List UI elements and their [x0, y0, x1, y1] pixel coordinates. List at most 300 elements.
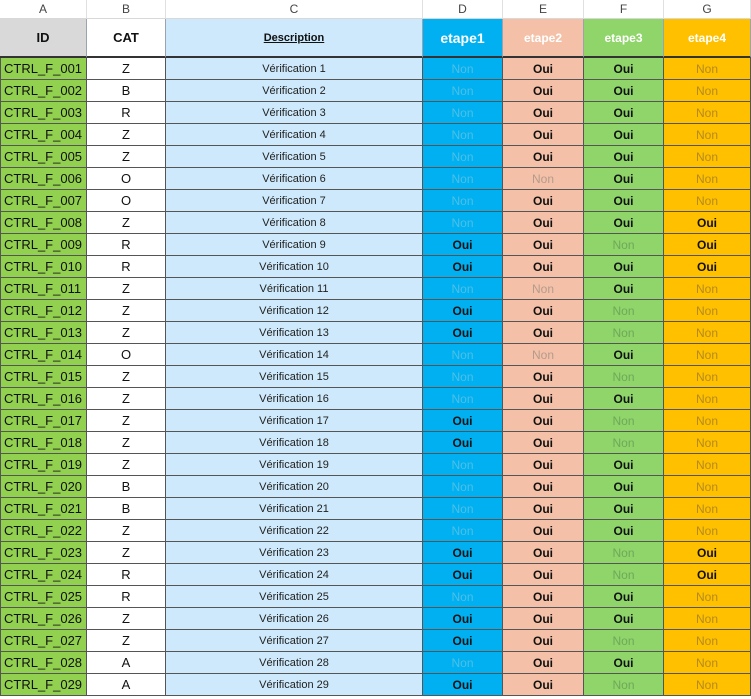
- header-etape4-cell[interactable]: [664, 19, 751, 58]
- etape1-value: Oui: [452, 611, 473, 626]
- id-cell[interactable]: [0, 102, 87, 124]
- id-cell[interactable]: [0, 168, 87, 190]
- etape3-cell[interactable]: [584, 212, 664, 234]
- header-cat-cell[interactable]: [87, 19, 166, 58]
- etape2-cell[interactable]: [503, 432, 584, 454]
- id-value: CTRL_F_007: [4, 193, 83, 208]
- etape2-cell[interactable]: [503, 212, 584, 234]
- etape1-value: Oui: [452, 325, 473, 340]
- cat-cell[interactable]: [87, 410, 166, 432]
- etape1-cell[interactable]: [423, 146, 503, 168]
- etape1-cell[interactable]: [423, 476, 503, 498]
- etape3-cell[interactable]: [584, 234, 664, 256]
- table-row: [0, 586, 751, 608]
- etape4-value: Non: [695, 655, 718, 670]
- etape3-value: Oui: [613, 391, 634, 406]
- cat-cell[interactable]: [87, 102, 166, 124]
- etape3-cell[interactable]: [584, 674, 664, 696]
- etape3-value: Oui: [613, 611, 634, 626]
- etape4-cell[interactable]: [664, 608, 751, 630]
- column-header-e[interactable]: E: [503, 0, 584, 19]
- etape4-cell[interactable]: [664, 146, 751, 168]
- description-cell[interactable]: [166, 652, 423, 674]
- description-cell[interactable]: [166, 674, 423, 696]
- cat-cell[interactable]: [87, 234, 166, 256]
- etape2-cell[interactable]: [503, 410, 584, 432]
- etape2-cell[interactable]: [503, 674, 584, 696]
- header-cat-label: CAT: [113, 30, 139, 45]
- description-value: Vérification 7: [262, 194, 326, 207]
- etape1-cell[interactable]: [423, 278, 503, 300]
- etape4-value: Non: [695, 325, 718, 340]
- cat-cell[interactable]: [87, 674, 166, 696]
- etape3-value: Non: [612, 369, 635, 384]
- etape3-cell[interactable]: [584, 80, 664, 102]
- etape2-value: Oui: [533, 501, 553, 516]
- etape4-value: Non: [695, 391, 718, 406]
- cat-value: Z: [122, 149, 130, 164]
- description-cell[interactable]: [166, 498, 423, 520]
- etape3-cell[interactable]: [584, 278, 664, 300]
- header-description-cell[interactable]: [166, 19, 423, 58]
- etape4-value: Non: [695, 303, 718, 318]
- cat-cell[interactable]: [87, 344, 166, 366]
- cat-cell[interactable]: [87, 80, 166, 102]
- etape2-cell[interactable]: [503, 542, 584, 564]
- etape1-value: Non: [451, 281, 474, 296]
- id-cell[interactable]: [0, 586, 87, 608]
- etape2-cell[interactable]: [503, 190, 584, 212]
- description-cell[interactable]: [166, 322, 423, 344]
- etape2-cell[interactable]: [503, 124, 584, 146]
- etape4-cell[interactable]: [664, 366, 751, 388]
- etape3-value: Oui: [613, 501, 634, 516]
- header-etape2-cell[interactable]: [503, 19, 584, 58]
- cat-value: Z: [122, 325, 130, 340]
- id-cell[interactable]: [0, 234, 87, 256]
- header-etape1-label: etape1: [440, 29, 485, 46]
- etape4-cell[interactable]: [664, 410, 751, 432]
- description-value: Vérification 22: [259, 524, 329, 537]
- etape2-value: Oui: [533, 61, 553, 76]
- etape4-value: Non: [695, 347, 718, 362]
- etape3-cell[interactable]: [584, 652, 664, 674]
- id-cell[interactable]: [0, 542, 87, 564]
- etape3-cell[interactable]: [584, 300, 664, 322]
- table-row: [0, 322, 751, 344]
- id-cell[interactable]: [0, 58, 87, 80]
- etape1-cell[interactable]: [423, 498, 503, 520]
- etape1-value: Oui: [452, 545, 473, 560]
- description-cell[interactable]: [166, 278, 423, 300]
- id-cell[interactable]: [0, 432, 87, 454]
- etape4-cell[interactable]: [664, 102, 751, 124]
- cat-cell[interactable]: [87, 212, 166, 234]
- etape1-cell[interactable]: [423, 212, 503, 234]
- cat-cell[interactable]: [87, 168, 166, 190]
- etape4-cell[interactable]: [664, 256, 751, 278]
- etape4-value: Non: [695, 171, 718, 186]
- description-cell[interactable]: [166, 256, 423, 278]
- etape3-value: Non: [612, 325, 635, 340]
- etape1-cell[interactable]: [423, 542, 503, 564]
- column-header-c[interactable]: C: [166, 0, 423, 19]
- etape3-cell[interactable]: [584, 102, 664, 124]
- description-value: Vérification 2: [262, 84, 326, 97]
- etape1-cell[interactable]: [423, 322, 503, 344]
- etape3-cell[interactable]: [584, 366, 664, 388]
- etape3-cell[interactable]: [584, 168, 664, 190]
- cat-cell[interactable]: [87, 366, 166, 388]
- etape1-cell[interactable]: [423, 586, 503, 608]
- etape2-cell[interactable]: [503, 168, 584, 190]
- id-value: CTRL_F_025: [4, 589, 83, 604]
- etape1-cell[interactable]: [423, 234, 503, 256]
- id-value: CTRL_F_014: [4, 347, 83, 362]
- etape3-cell[interactable]: [584, 432, 664, 454]
- header-id-label: ID: [36, 30, 50, 45]
- etape4-cell[interactable]: [664, 234, 751, 256]
- etape1-cell[interactable]: [423, 80, 503, 102]
- description-cell[interactable]: [166, 344, 423, 366]
- description-cell[interactable]: [166, 58, 423, 80]
- description-cell[interactable]: [166, 124, 423, 146]
- id-value: CTRL_F_001: [4, 61, 83, 76]
- cat-cell[interactable]: [87, 256, 166, 278]
- etape3-cell[interactable]: [584, 410, 664, 432]
- cat-value: A: [121, 655, 131, 670]
- etape3-cell[interactable]: [584, 498, 664, 520]
- cat-cell[interactable]: [87, 586, 166, 608]
- etape1-cell[interactable]: [423, 168, 503, 190]
- description-cell[interactable]: [166, 80, 423, 102]
- description-value: Vérification 13: [259, 326, 329, 339]
- description-cell[interactable]: [166, 388, 423, 410]
- table-row: [0, 234, 751, 256]
- id-cell[interactable]: [0, 476, 87, 498]
- etape4-cell[interactable]: [664, 564, 751, 586]
- etape4-cell[interactable]: [664, 80, 751, 102]
- etape4-value: Non: [695, 633, 718, 648]
- etape4-value: Non: [695, 501, 718, 516]
- etape2-cell[interactable]: [503, 256, 584, 278]
- etape2-cell[interactable]: [503, 80, 584, 102]
- etape4-cell[interactable]: [664, 652, 751, 674]
- description-cell[interactable]: [166, 190, 423, 212]
- table-row: [0, 80, 751, 102]
- etape4-cell[interactable]: [664, 212, 751, 234]
- header-etape3-cell[interactable]: [584, 19, 664, 58]
- etape3-cell[interactable]: [584, 454, 664, 476]
- etape4-value: Non: [695, 281, 718, 296]
- etape2-cell[interactable]: [503, 234, 584, 256]
- table-row: [0, 168, 751, 190]
- etape4-cell[interactable]: [664, 168, 751, 190]
- table-row: [0, 300, 751, 322]
- etape1-cell[interactable]: [423, 520, 503, 542]
- description-cell[interactable]: [166, 432, 423, 454]
- id-cell[interactable]: [0, 322, 87, 344]
- etape4-cell[interactable]: [664, 674, 751, 696]
- etape2-value: Oui: [533, 391, 553, 406]
- description-value: Vérification 6: [262, 172, 326, 185]
- table-header-row: [0, 19, 751, 58]
- id-value: CTRL_F_009: [4, 237, 83, 252]
- etape4-value: Non: [695, 193, 718, 208]
- description-cell[interactable]: [166, 366, 423, 388]
- etape4-cell[interactable]: [664, 454, 751, 476]
- table-row: [0, 366, 751, 388]
- etape1-cell[interactable]: [423, 608, 503, 630]
- id-value: CTRL_F_013: [4, 325, 83, 340]
- id-cell[interactable]: [0, 80, 87, 102]
- etape2-cell[interactable]: [503, 278, 584, 300]
- etape3-cell[interactable]: [584, 608, 664, 630]
- cat-cell[interactable]: [87, 608, 166, 630]
- cat-cell[interactable]: [87, 322, 166, 344]
- etape4-value: Non: [695, 149, 718, 164]
- etape1-cell[interactable]: [423, 344, 503, 366]
- id-value: CTRL_F_016: [4, 391, 83, 406]
- id-cell[interactable]: [0, 454, 87, 476]
- description-value: Vérification 25: [259, 590, 329, 603]
- etape4-cell[interactable]: [664, 278, 751, 300]
- etape4-cell[interactable]: [664, 344, 751, 366]
- cat-value: B: [121, 501, 131, 516]
- etape4-value: Non: [695, 369, 718, 384]
- etape3-cell[interactable]: [584, 256, 664, 278]
- etape2-value: Non: [531, 171, 554, 186]
- table-row: [0, 454, 751, 476]
- etape1-cell[interactable]: [423, 58, 503, 80]
- column-header-a[interactable]: A: [0, 0, 87, 19]
- header-etape1-cell[interactable]: [423, 19, 503, 58]
- etape1-cell[interactable]: [423, 102, 503, 124]
- etape4-cell[interactable]: [664, 498, 751, 520]
- etape3-cell[interactable]: [584, 344, 664, 366]
- etape3-value: Oui: [613, 61, 634, 76]
- etape1-cell[interactable]: [423, 256, 503, 278]
- cat-cell[interactable]: [87, 146, 166, 168]
- etape1-value: Non: [451, 369, 474, 384]
- etape4-value: Non: [695, 479, 718, 494]
- table-row: [0, 212, 751, 234]
- etape3-cell[interactable]: [584, 520, 664, 542]
- etape2-cell[interactable]: [503, 520, 584, 542]
- etape2-value: Oui: [533, 545, 553, 560]
- cat-cell[interactable]: [87, 476, 166, 498]
- etape4-cell[interactable]: [664, 322, 751, 344]
- header-id-cell[interactable]: [0, 19, 87, 58]
- etape2-cell[interactable]: [503, 498, 584, 520]
- cat-value: Z: [122, 391, 130, 406]
- etape1-cell[interactable]: [423, 300, 503, 322]
- etape1-cell[interactable]: [423, 674, 503, 696]
- etape1-value: Oui: [452, 303, 473, 318]
- etape3-value: Oui: [613, 83, 634, 98]
- id-cell[interactable]: [0, 278, 87, 300]
- etape3-cell[interactable]: [584, 146, 664, 168]
- etape1-cell[interactable]: [423, 454, 503, 476]
- column-header-g[interactable]: G: [664, 0, 751, 19]
- etape1-cell[interactable]: [423, 432, 503, 454]
- etape3-cell[interactable]: [584, 190, 664, 212]
- etape4-cell[interactable]: [664, 388, 751, 410]
- description-cell[interactable]: [166, 212, 423, 234]
- etape2-cell[interactable]: [503, 300, 584, 322]
- etape2-cell[interactable]: [503, 608, 584, 630]
- etape4-cell[interactable]: [664, 476, 751, 498]
- etape4-cell[interactable]: [664, 300, 751, 322]
- etape3-value: Non: [612, 237, 635, 252]
- id-cell[interactable]: [0, 256, 87, 278]
- etape1-value: Oui: [452, 567, 473, 582]
- etape4-value: Non: [695, 523, 718, 538]
- etape3-cell[interactable]: [584, 58, 664, 80]
- id-cell[interactable]: [0, 344, 87, 366]
- id-cell[interactable]: [0, 366, 87, 388]
- etape1-cell[interactable]: [423, 190, 503, 212]
- cat-value: Z: [122, 127, 130, 142]
- etape2-cell[interactable]: [503, 476, 584, 498]
- description-cell[interactable]: [166, 102, 423, 124]
- id-cell[interactable]: [0, 212, 87, 234]
- etape4-cell[interactable]: [664, 58, 751, 80]
- cat-value: O: [120, 193, 132, 208]
- id-cell[interactable]: [0, 498, 87, 520]
- etape1-cell[interactable]: [423, 630, 503, 652]
- etape3-cell[interactable]: [584, 542, 664, 564]
- etape2-value: Oui: [533, 127, 553, 142]
- description-cell[interactable]: [166, 564, 423, 586]
- etape4-value: Non: [695, 589, 718, 604]
- id-cell[interactable]: [0, 410, 87, 432]
- cat-cell[interactable]: [87, 58, 166, 80]
- column-header-f[interactable]: F: [584, 0, 664, 19]
- description-cell[interactable]: [166, 476, 423, 498]
- etape2-cell[interactable]: [503, 586, 584, 608]
- etape2-cell[interactable]: [503, 146, 584, 168]
- description-cell[interactable]: [166, 520, 423, 542]
- etape2-cell[interactable]: [503, 388, 584, 410]
- cat-cell[interactable]: [87, 124, 166, 146]
- id-value: CTRL_F_019: [4, 457, 83, 472]
- description-cell[interactable]: [166, 234, 423, 256]
- id-cell[interactable]: [0, 564, 87, 586]
- etape4-cell[interactable]: [664, 124, 751, 146]
- etape2-cell[interactable]: [503, 454, 584, 476]
- etape3-value: Oui: [613, 171, 634, 186]
- etape2-cell[interactable]: [503, 652, 584, 674]
- etape4-cell[interactable]: [664, 520, 751, 542]
- description-cell[interactable]: [166, 586, 423, 608]
- description-cell[interactable]: [166, 410, 423, 432]
- cat-cell[interactable]: [87, 520, 166, 542]
- id-value: CTRL_F_004: [4, 127, 83, 142]
- cat-cell[interactable]: [87, 432, 166, 454]
- etape3-cell[interactable]: [584, 322, 664, 344]
- etape3-cell[interactable]: [584, 476, 664, 498]
- column-header-d[interactable]: D: [423, 0, 503, 19]
- description-cell[interactable]: [166, 542, 423, 564]
- etape2-cell[interactable]: [503, 58, 584, 80]
- cat-cell[interactable]: [87, 388, 166, 410]
- etape1-value: Non: [451, 61, 474, 76]
- etape4-cell[interactable]: [664, 630, 751, 652]
- etape3-cell[interactable]: [584, 388, 664, 410]
- cat-cell[interactable]: [87, 542, 166, 564]
- cat-cell[interactable]: [87, 652, 166, 674]
- id-cell[interactable]: [0, 630, 87, 652]
- etape2-cell[interactable]: [503, 102, 584, 124]
- description-cell[interactable]: [166, 300, 423, 322]
- etape4-value: Non: [695, 127, 718, 142]
- etape1-cell[interactable]: [423, 564, 503, 586]
- etape2-cell[interactable]: [503, 344, 584, 366]
- id-cell[interactable]: [0, 608, 87, 630]
- description-value: Vérification 23: [259, 546, 329, 559]
- cat-cell[interactable]: [87, 278, 166, 300]
- etape2-cell[interactable]: [503, 322, 584, 344]
- etape4-cell[interactable]: [664, 586, 751, 608]
- etape1-value: Non: [451, 127, 474, 142]
- cat-cell[interactable]: [87, 630, 166, 652]
- cat-cell[interactable]: [87, 454, 166, 476]
- etape1-cell[interactable]: [423, 410, 503, 432]
- description-value: Vérification 26: [259, 612, 329, 625]
- etape3-cell[interactable]: [584, 586, 664, 608]
- etape2-value: Oui: [533, 413, 553, 428]
- description-cell[interactable]: [166, 608, 423, 630]
- etape1-cell[interactable]: [423, 388, 503, 410]
- etape3-cell[interactable]: [584, 564, 664, 586]
- cat-cell[interactable]: [87, 190, 166, 212]
- id-cell[interactable]: [0, 124, 87, 146]
- description-cell[interactable]: [166, 168, 423, 190]
- id-cell[interactable]: [0, 300, 87, 322]
- cat-cell[interactable]: [87, 300, 166, 322]
- etape1-cell[interactable]: [423, 124, 503, 146]
- etape2-cell[interactable]: [503, 564, 584, 586]
- etape4-cell[interactable]: [664, 432, 751, 454]
- etape1-cell[interactable]: [423, 366, 503, 388]
- id-cell[interactable]: [0, 520, 87, 542]
- table-row: [0, 344, 751, 366]
- cat-cell[interactable]: [87, 498, 166, 520]
- id-cell[interactable]: [0, 388, 87, 410]
- description-cell[interactable]: [166, 454, 423, 476]
- id-cell[interactable]: [0, 146, 87, 168]
- etape3-value: Non: [612, 677, 635, 692]
- etape4-cell[interactable]: [664, 190, 751, 212]
- etape3-value: Non: [612, 435, 635, 450]
- etape3-cell[interactable]: [584, 630, 664, 652]
- description-cell[interactable]: [166, 146, 423, 168]
- description-cell[interactable]: [166, 630, 423, 652]
- cat-value: R: [121, 259, 131, 274]
- etape3-cell[interactable]: [584, 124, 664, 146]
- id-cell[interactable]: [0, 190, 87, 212]
- cat-cell[interactable]: [87, 564, 166, 586]
- etape4-cell[interactable]: [664, 542, 751, 564]
- etape2-cell[interactable]: [503, 630, 584, 652]
- etape2-cell[interactable]: [503, 366, 584, 388]
- column-header-b[interactable]: B: [87, 0, 166, 19]
- etape1-cell[interactable]: [423, 652, 503, 674]
- id-cell[interactable]: [0, 652, 87, 674]
- id-cell[interactable]: [0, 674, 87, 696]
- table-row: [0, 564, 751, 586]
